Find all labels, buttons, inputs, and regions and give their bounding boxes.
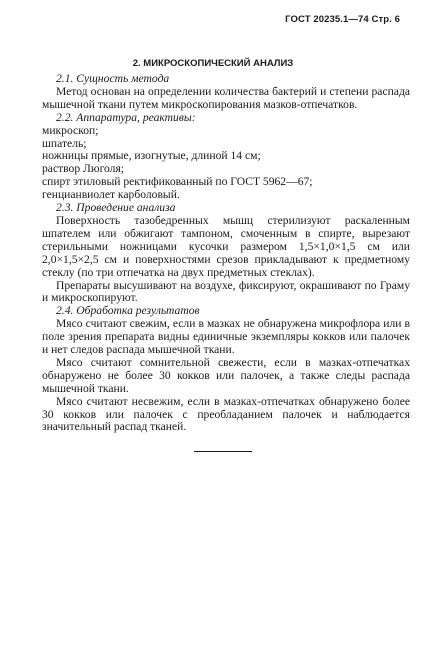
equipment-item: раствор Люголя; [42,162,125,176]
subsection-2-3-title: 2.3. Проведение анализа [56,201,176,215]
page-header [285,14,400,25]
standard-number: ГОСТ 20235.1—74 [285,14,369,25]
paragraph-fresh-meat: Мясо считают свежим, если в мазках не обнаружена микрофлора или в поле зрения препарата видны единичные экземпляры кокков или палочек и нет следов распада мышечной ткани. [42,317,410,357]
equipment-item: спирт этиловый ректификованный по ГОСТ 5962—67; [42,175,313,189]
subsection-2-2-title: 2.2. Аппаратура, реактивы: [56,110,196,124]
document-body [42,73,410,434]
paragraph-staining: Препараты высушивают на воздухе, фиксируют, окрашивают по Граму и микроскопируют. [42,278,410,305]
paragraph-procedure: Поверхность тазобедренных мышц стерилизуют раскаленным шпателем или обжигают тампоном, смоченным в спирте, вырезают стерильными ножницами кусочки размером 1,5×1,0×1,5 см или 2,0×1,5×2,5 см и поверхностями срезов прикладывают к предметному стеклу (по три отпечатка на двух предметных стеклах). [42,213,410,279]
paragraph-stale-meat: Мясо считают несвежим, если в мазках-отпечатках обнаружено более 30 кокков или палочек с преобладанием палочек и наблюдается значительный распад тканей. [42,394,410,434]
subsection-2-4-title: 2.4. Обработка результатов [56,304,200,318]
equipment-item: микроскоп; [42,123,99,137]
subsection-2-1-title: 2.1. Сущность метода [56,72,170,85]
end-divider [194,451,252,452]
section-title: 2. МИКРОСКОПИЧЕСКИЙ АНАЛИЗ [132,58,294,69]
page-number: Стр. 6 [371,14,400,25]
paragraph-doubtful-meat: Мясо считают сомнительной свежести, если в мазках-отпечатках обнаружено не более 30 кокков или палочек, а также следы распада мышечной ткани. [42,355,410,395]
equipment-item: шпатель; [42,136,87,150]
equipment-item: генцианвиолет карболовый. [42,188,180,202]
equipment-list [42,125,410,202]
equipment-item: ножницы прямые, изогнутые, длиной 14 см; [42,149,261,163]
paragraph-method-essence: Метод основан на определении количества бактерий и степени распада мышечной ткани путем микроскопирования мазков-отпечатков. [42,84,410,111]
